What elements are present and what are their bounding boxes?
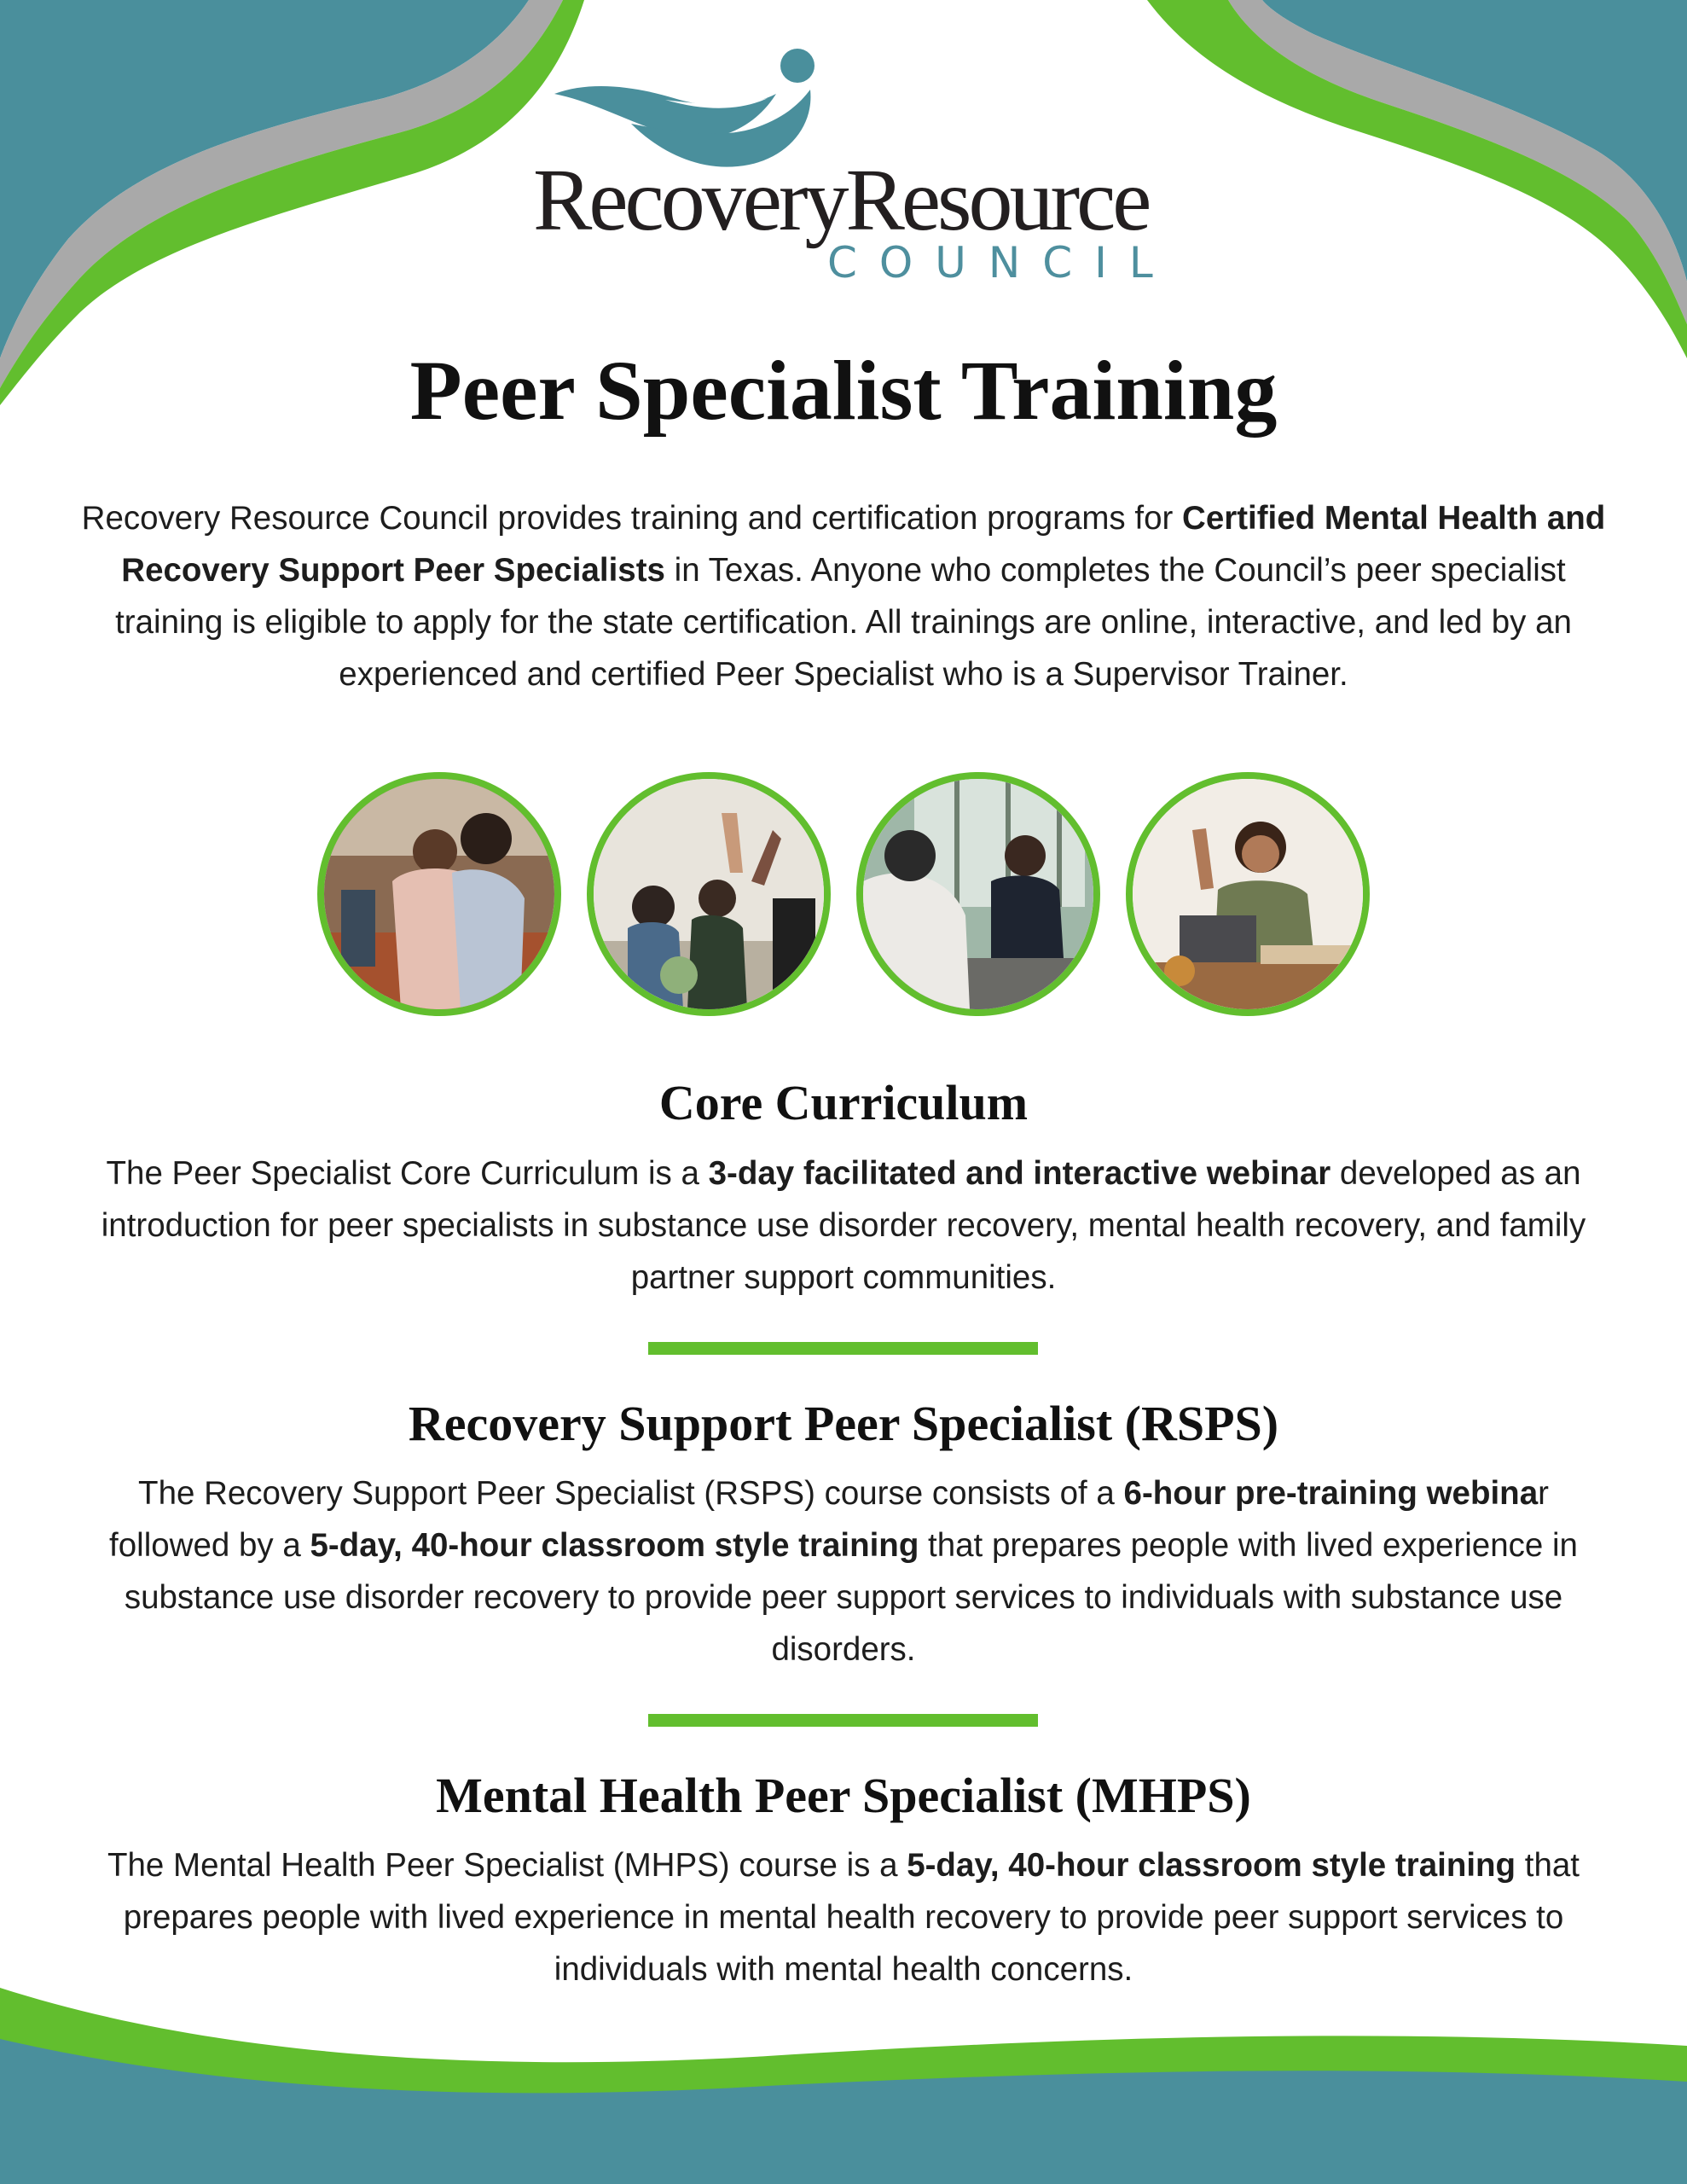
- mhps-bold-1: 5-day, 40-hour classroom style training: [907, 1847, 1516, 1884]
- rsps-heading: Recovery Support Peer Specialist (RSPS): [408, 1396, 1279, 1451]
- core-curriculum-heading: Core Curriculum: [658, 1075, 1029, 1130]
- intro-text-2: in Texas. Anyone who completes the Council’s peer specialist training is eligible to apply for the state certification. All trainings are online, interactive, and led by an experienced and certified Peer Specialist who is a Supervisor Trainer.: [115, 552, 1572, 693]
- support-group-image: [863, 779, 1093, 1009]
- support-group-photo: [856, 772, 1100, 1016]
- mhps-text-1: The Mental Health Peer Specialist (MHPS) course is a: [107, 1847, 907, 1884]
- intro-text-1: Recovery Resource Council provides training and certification programs for: [81, 500, 1183, 537]
- mhps-heading: Mental Health Peer Specialist (MHPS): [436, 1768, 1251, 1823]
- group-high-five-image: [594, 779, 824, 1009]
- group-high-five-photo: [587, 772, 831, 1016]
- rsps-bold-1: 6-hour pre-training webina: [1123, 1475, 1539, 1512]
- mhps-text-2: that prepares people with lived experience in mental health recovery to provide peer support services to individuals with mental health concerns.: [123, 1847, 1580, 1988]
- rsps-bold-2: 5-day, 40-hour classroom style training: [310, 1527, 919, 1564]
- people-hugging-image: [324, 779, 554, 1009]
- logo-subname: COUNCIL: [827, 238, 1175, 288]
- people-hugging-photo: [317, 772, 561, 1016]
- logo-wordmark: RecoveryResource: [533, 151, 1149, 249]
- core-text-1: The Peer Specialist Core Curriculum is a: [106, 1155, 709, 1192]
- woman-waving-laptop-photo: [1126, 772, 1370, 1016]
- photo-row: [317, 772, 1368, 1016]
- section-divider: [648, 1714, 1038, 1727]
- rsps-paragraph: [81, 1467, 1606, 1676]
- core-text-2: developed as an introduction for peer specialists in substance use disorder recovery, mental health recovery, and family partner support communities.: [101, 1155, 1586, 1296]
- rsps-text-2: r followed by a: [109, 1475, 1549, 1564]
- page-title: Peer Specialist Training: [409, 343, 1278, 438]
- woman-waving-laptop-image: [1133, 779, 1363, 1009]
- section-divider: [648, 1342, 1038, 1355]
- core-curriculum-paragraph: [81, 1147, 1606, 1304]
- intro-paragraph: [81, 492, 1606, 700]
- brand-logo: [525, 47, 1173, 303]
- mhps-paragraph: [81, 1839, 1606, 1995]
- intro-bold-1: Certified Mental Health and Recovery Support Peer Specialists: [121, 500, 1606, 589]
- rsps-text-3: that prepares people with lived experience in substance use disorder recovery to provide peer support services to individuals with substance use disorders.: [124, 1527, 1578, 1668]
- core-bold-1: 3-day facilitated and interactive webinar: [708, 1155, 1331, 1192]
- rsps-text-1: The Recovery Support Peer Specialist (RSPS) course consists of a: [138, 1475, 1124, 1512]
